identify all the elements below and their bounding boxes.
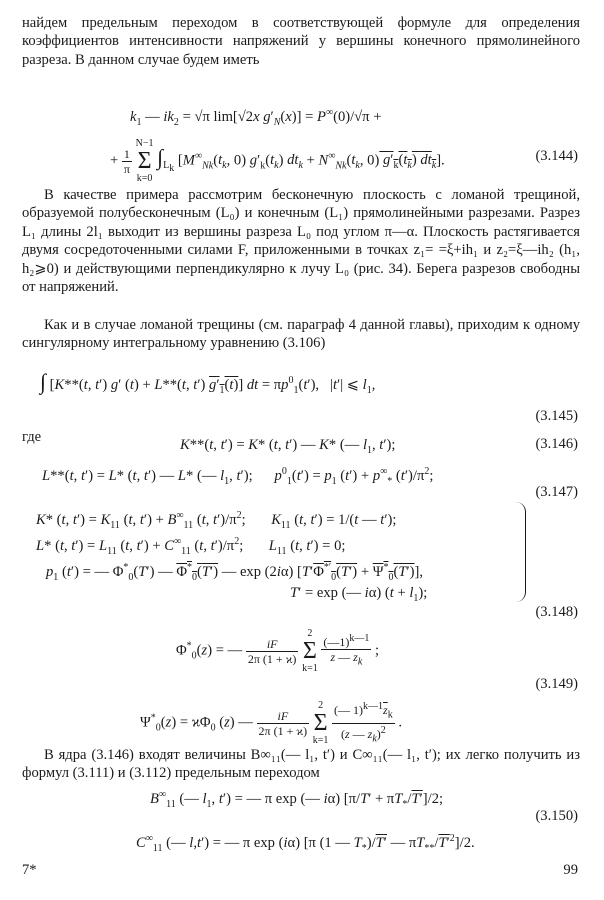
equation-3-148-line3: $p_1$ (t′) = — $\Phi^*_0(T')$ — $\Phi^*_0(T')$ — exp (2iα) $[T'\Phi^{*'}_0(T') + \Psi^*_0(T')]$,	[46, 562, 424, 583]
equation-number-3-149: (3.149)	[535, 676, 578, 692]
equation-number-3-148: (3.148)	[535, 604, 578, 620]
equation-3-148-line2: L* (t, $t') = L_{11}$ (t, $t') + C^\infty_{11}$ (t, $t')/\pi^2$; $L_{11}$ (t, t′) = 0;	[36, 536, 346, 557]
equation-number-3-146: (3.146)	[535, 436, 578, 452]
equation-number-3-147: (3.147)	[535, 484, 578, 500]
paragraph-kernels: В ядра (3.146) входят величины B∞₁₁(— l₁, t′) и C∞₁₁(— l₁, t′); их легко получить из формул (3.111) и (3.112) предельным переходом	[22, 747, 580, 782]
equation-3-150b: $C^\infty_{11}$ (— l,t′) = — π exp (iα) [π (1 — $T_*)/T'$ — $\pi T_{**}/T'^2]/2$.	[136, 833, 475, 854]
equation-3-149a: $\Phi^*_0(z)$ = — $\frac{iF}{2\pi (1 + ϰ)}$ 2 Σ k=1 $\frac{(—1)^{k—1}}{z — z_k}$ ;	[176, 628, 380, 674]
page-number: 99	[563, 862, 578, 878]
equation-number-3-145: (3.145)	[535, 408, 578, 424]
equation-number-3-150: (3.150)	[535, 808, 578, 824]
equation-number-3-144: (3.144)	[535, 148, 578, 164]
signature-mark: 7*	[22, 862, 37, 878]
paragraph-example: В качестве примера рассмотрим бесконечную плоскость с ломаной трещиной, образуемой полубесконечным (L₀) и конечным (L₁) прямолинейными разрезами. Разрез L₁ длины 2l₁ выходит из вершины разреза L₀ под углом π—α. Плоскость растягивается двумя сосредоточенными силами F, приложенными в точках z₁= =ξ+ih₁ и z₂=ξ—ih₂ (h₁, h₂⩾0) и действующими перпендикулярно к лучу L₀ (рис. 34). Берега разрезов свободны от напряжений.	[22, 187, 580, 296]
equation-3-145: ∫ [K**(t, t′) g′ (t) + L**(t, t′) $g'_1(t)$] dt = $\pi p^0_1(t')$, |t′| ⩽ $l_1$,	[40, 368, 376, 396]
paragraph-integral-equation: Как и в случае ломаной трещины (см. параграф 4 данной главы), приходим к одному сингулярному интегральному уравнению (3.106)	[22, 317, 580, 352]
equation-3-147: L**(t, t′) = L* (t, t′) — L* (— $l_1$, t′); $p^0_1(t') = p_1$ $(t') + p^\infty_*$ $(t')/\pi^2$;	[42, 466, 434, 487]
equation-3-148-line4: T′ = exp (— iα) $(t + l_1)$;	[290, 585, 428, 604]
equation-3-148-line1: K* (t, $t') = K_{11}$ (t, $t') + B^\infty_{11}$ (t, $t')/\pi^2$; $K_{11}$ (t, t′) = 1/(t — t′);	[36, 510, 397, 531]
equation-3-149b: $\Psi^*_0(z) = ϰ\Phi_0$ (z) — $\frac{iF}{2\pi (1 + ϰ)}$ 2 Σ k=1 $\frac{(— 1)^{k—1}\overline{z}_k}{(z — z_k)^2}$ .	[140, 700, 403, 746]
equation-3-146: K**(t, t′) = K* (t, t′) — K* (— $l_1$, t′);	[180, 437, 396, 456]
equation-3-150a: $B^\infty_{11}$ (— $l_1$, t′) = — π exp (— iα) $[\pi/T' + \pi T_*/T']/2$;	[150, 789, 444, 810]
paragraph-intro: найдем предельным переходом в соответствующей формуле для определения коэффициентов интенсивности напряжений у вершины конечного прямолинейного разреза. В данном случае будем иметь	[22, 15, 580, 68]
equation-3-144-line1: $k_1$ — $ik_2 = √\pi$ lim[√2x $g'_N(x)] = P^\infty(0)/√\pi$ +	[130, 107, 382, 128]
word-where: где	[22, 429, 42, 445]
right-brace	[515, 502, 526, 602]
equation-3-144-line2: + $\frac{1}{\pi}$ N−1 Σ k=0 $\int_{L_k}$ [$M^\infty_{Nk}(t_k$, 0) $g'_k(t_k) dt_k + N^\infty_{Nk}(t_k$, 0) $g'_k(t_k)$ $dt_k$].	[110, 138, 445, 184]
